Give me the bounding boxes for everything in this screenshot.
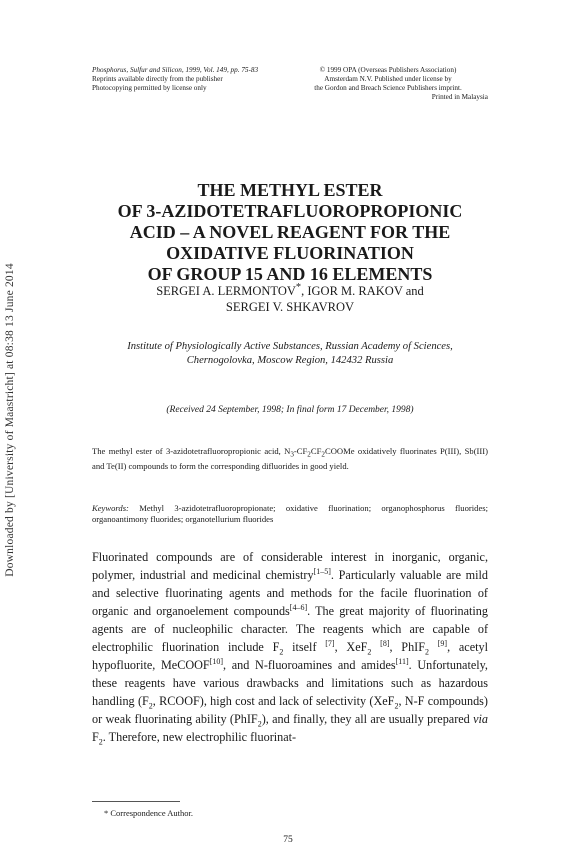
keywords <box>92 503 488 525</box>
body-text <box>371 640 380 654</box>
photocopy-line: Photocopying permitted by license only <box>92 84 207 92</box>
title-line: OF GROUP 15 AND 16 ELEMENTS <box>147 264 433 284</box>
body-emphasis: via <box>473 712 488 726</box>
citation-ref: [8] <box>380 638 390 648</box>
footnote-divider <box>92 801 180 802</box>
citation-ref: [4–6] <box>289 602 308 612</box>
citation-ref: [7] <box>325 638 335 648</box>
abstract <box>92 446 488 472</box>
body-text: , XeF <box>334 640 368 654</box>
subscript: 2 <box>321 450 325 459</box>
author-name: SERGEI A. LERMONTOV <box>156 284 296 299</box>
subscript: 3 <box>290 450 294 459</box>
reprints-line: Reprints available directly from the publisher <box>92 75 223 83</box>
abstract-text: COOMe oxidatively fluorinates P(III), Sb(III) and Te(II) compounds to form the corresponding difluorides in good yield. <box>92 446 488 471</box>
body-text: , RCOOF), high cost and lack of selectivity (XeF <box>152 694 395 708</box>
body-text: itself <box>283 640 326 654</box>
download-watermark-text: Downloaded by [University of Maastricht] at 08:38 13 June 2014 <box>4 263 16 577</box>
body-text: . The great majority of fluorinating agents are of nucleophilic character. The reagents which are capable of electrophilic fluorination include F <box>92 604 488 654</box>
affiliation-line: Chernogolovka, Moscow Region, 142432 Russia <box>186 355 394 366</box>
title-line: OXIDATIVE FLUORINATION <box>166 243 414 263</box>
body-text: . Therefore, new electrophilic fluorinat- <box>102 730 297 744</box>
subscript: 2 <box>257 719 262 729</box>
keywords-text: Methyl 3-azidotetrafluoropropionate; oxidative fluorination; organophosphorus fluorides; organoantimony fluorides; organotellurium fluorides <box>92 503 488 524</box>
copyright-block <box>288 66 488 102</box>
page-number: 75 <box>283 835 293 845</box>
abstract-text: -CF <box>293 446 308 456</box>
body-paragraph <box>92 548 488 746</box>
keywords-label: Keywords: <box>92 503 129 513</box>
body-text: . Particularly valuable are mild and selective fluorinating agents and methods for the facile fluorination of organic and organoelement compounds <box>92 568 488 618</box>
citation-ref: [11] <box>395 656 409 666</box>
citation-line: Phosphorus, Sulfur and Silicon, 1999, Vol. 149, pp. 75-83 <box>92 66 259 74</box>
author-name: SERGEI V. SHKAVROV <box>225 300 355 315</box>
imprint-line: the Gordon and Breach Science Publishers imprint. <box>314 84 462 92</box>
body-text: ), and finally, they all are usually prepared <box>261 712 474 726</box>
body-text: , N-F compounds) or weak fluorinating ability (PhIF <box>92 694 488 726</box>
license-line: Amsterdam N.V. Published under license by <box>324 75 452 83</box>
body-text: . Unfortunately, these reagents have various drawbacks and limitations such as hazardous handling (F <box>92 658 488 708</box>
printed-line: Printed in Malaysia <box>431 93 488 101</box>
received-dates: (Received 24 September, 1998; In final form 17 December, 1998) <box>166 405 414 415</box>
subscript: 2 <box>394 701 399 711</box>
subscript: 2 <box>279 647 284 657</box>
body-text <box>429 640 438 654</box>
author-list <box>92 280 488 315</box>
body-text: , acetyl hypofluorite, MeCOOF <box>92 640 488 672</box>
citation-ref: [10] <box>209 656 224 666</box>
title-line: ACID – A NOVEL REAGENT FOR THE <box>129 222 451 242</box>
paper-title <box>92 180 488 285</box>
subscript: 2 <box>367 647 372 657</box>
subscript: 2 <box>307 450 311 459</box>
affiliation <box>92 340 488 368</box>
journal-citation <box>92 66 292 93</box>
title-line: THE METHYL ESTER <box>197 180 383 200</box>
correspondence-mark: * <box>295 282 302 293</box>
author-name: , IGOR M. RAKOV and <box>301 284 424 299</box>
abstract-text: CF <box>310 446 322 456</box>
body-text: , PhIF <box>389 640 425 654</box>
title-line: OF 3-AZIDOTETRAFLUOROPROPIONIC <box>117 201 463 221</box>
body-text: F <box>92 730 99 744</box>
body-text: , and N-fluoroamines and amides <box>223 658 396 672</box>
footnote: * Correspondence Author. <box>104 808 193 818</box>
subscript: 2 <box>98 737 103 747</box>
copyright-line: © 1999 OPA (Overseas Publishers Association) <box>319 66 457 74</box>
affiliation-line: Institute of Physiologically Active Substances, Russian Academy of Sciences, <box>127 341 453 352</box>
citation-ref: [1–5] <box>313 566 331 576</box>
citation-ref: [9] <box>437 638 448 648</box>
body-text: Fluorinated compounds are of considerable interest in inorganic, organic, polymer, industrial and medicinal chemistry <box>92 550 488 582</box>
abstract-text: The methyl ester of 3-azidotetrafluoropropionic acid, N <box>92 446 291 456</box>
subscript: 2 <box>148 701 153 711</box>
subscript: 2 <box>425 647 429 657</box>
download-watermark <box>2 190 18 650</box>
